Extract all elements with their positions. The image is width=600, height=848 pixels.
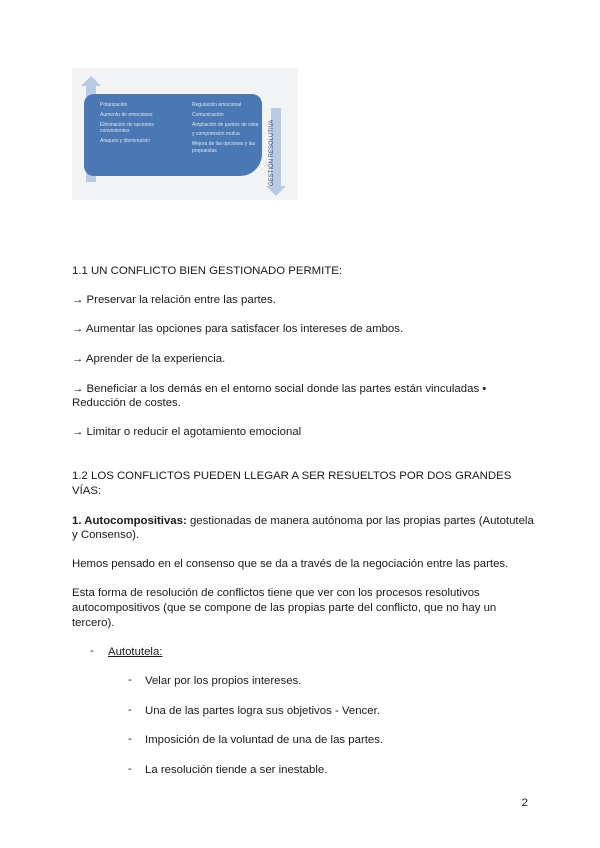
autotutela-bullet: Imposición de la voluntad de una de las partes. [145, 734, 384, 746]
page-number: 2 [521, 797, 528, 809]
diagram-left-item: Aumento de emociones [100, 111, 153, 118]
autotutela-bullet: Velar por los propios intereses. [145, 675, 302, 687]
benefit-item: → Beneficiar a los demás en el entorno social donde las partes están vinculadas • [72, 383, 487, 395]
diagram-left-item: Polarización [100, 102, 128, 108]
autocompositivas-text-cont: y Consenso). [72, 529, 140, 541]
list-dash: - [128, 674, 132, 686]
list-dash: - [128, 763, 132, 775]
resolution-label: GESTIÓN RESOLUTIVA [269, 119, 275, 186]
list-dash: - [128, 704, 132, 716]
benefit-item: → Aprender de la experiencia. [72, 353, 226, 365]
section-heading-1-1: 1.1 UN CONFLICTO BIEN GESTIONADO PERMITE: [72, 265, 343, 277]
benefit-item: → Limitar o reducir el agotamiento emocional [72, 426, 302, 438]
diagram-left-column [100, 102, 176, 148]
paragraph: Esta forma de resolución de conflictos tiene que ver con los procesos resolutivos [72, 587, 480, 599]
autotutela-bullet: Una de las partes logra sus objetivos - Vencer. [145, 705, 380, 717]
autocompositivas-title: 1. Autocompositivas: [72, 515, 187, 527]
escalation-diagram [72, 68, 298, 200]
diagram-left-item: Ataques y disminución [100, 138, 151, 144]
autotutela-label [108, 645, 162, 660]
list-dash: - [128, 733, 132, 745]
autocompositivas-text: gestionadas de manera autónoma por las propias partes (Autotutela [186, 515, 534, 527]
diagram-right-item: Comunicación [192, 111, 224, 118]
paragraph: autocompositivos (que se compone de las propias parte del conflicto, que no hay un [72, 602, 497, 614]
autocompositivas-paragraph [72, 514, 534, 529]
diagram-left-item: Eliminación de opciones convenientes [100, 121, 154, 135]
list-dash: - [90, 645, 94, 657]
diagram-right-item: Regulación emocional [192, 102, 242, 108]
benefit-item: Reducción de costes. [72, 397, 181, 409]
diagram-right-item: y comprensión mutua [192, 131, 240, 138]
diagram-right-item: Mejora de las opciones y las propuestas [192, 141, 256, 154]
diagram-right-item: Ampliación de puntos de vista [192, 121, 259, 128]
diagram-right-column [192, 102, 262, 158]
section-heading-1-2-cont: VÍAS: [72, 485, 102, 497]
benefit-item: → Preservar la relación entre las partes. [72, 294, 276, 306]
section-heading-1-2: 1.2 LOS CONFLICTOS PUEDEN LLEGAR A SER RESUELTOS POR DOS GRANDES [72, 470, 512, 482]
benefit-item: → Aumentar las opciones para satisfacer los intereses de ambos. [72, 323, 404, 335]
paragraph: Hemos pensado en el consenso que se da a través de la negociación entre las partes. [72, 558, 509, 570]
autotutela-text: Autotutela: [108, 646, 163, 658]
autotutela-bullet: La resolución tiende a ser inestable. [145, 764, 328, 776]
paragraph: tercero). [72, 617, 115, 629]
